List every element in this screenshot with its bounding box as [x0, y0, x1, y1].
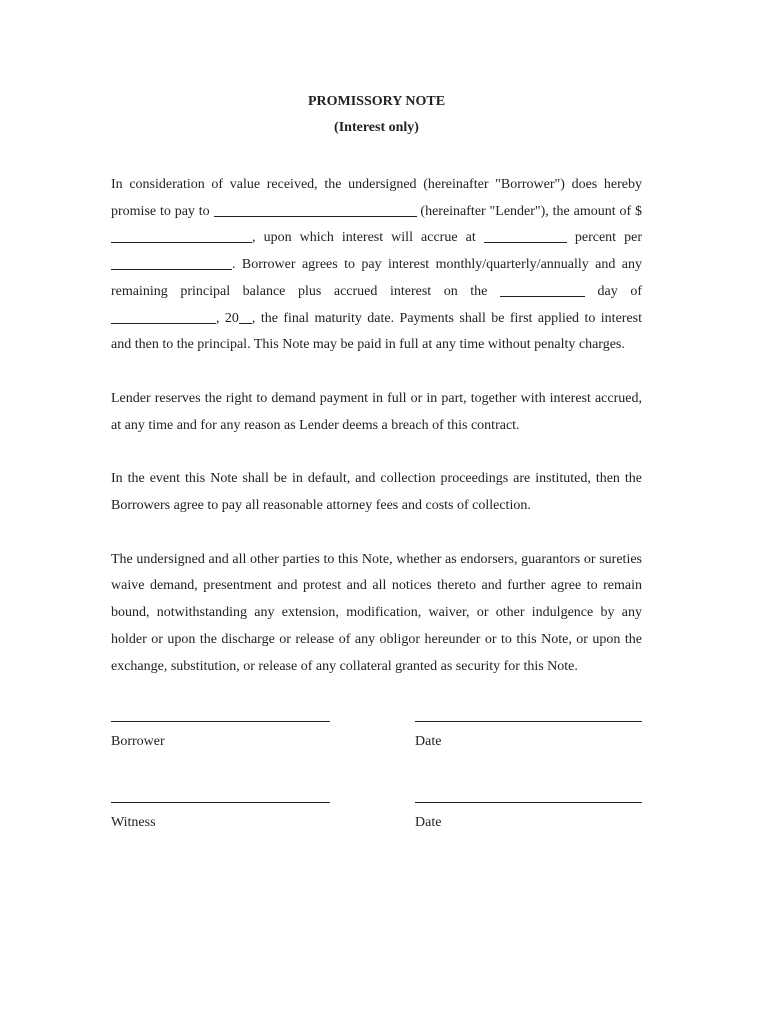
borrower-date-label: Date — [415, 734, 442, 750]
text-segment: (hereinafter "Lender"), the amount of $ — [416, 203, 642, 219]
text-segment: . Borrower agrees to pay interest monthly/quarterly/annually and any remaining principal balance plus accrued interest on the — [111, 257, 642, 299]
maturity-day-blank[interactable] — [500, 282, 585, 297]
borrower-date-line[interactable] — [415, 720, 642, 722]
signature-row-borrower — [111, 720, 642, 801]
signature-row-witness — [111, 801, 642, 882]
text-segment: percent per — [566, 230, 642, 246]
text-segment: , upon which interest will accrue at — [252, 230, 484, 246]
borrower-label: Borrower — [111, 734, 165, 750]
document-subtitle: (Interest only) — [334, 120, 419, 135]
paragraph-lender-rights: Lender reserves the right to demand payment in full or in part, together with interest accrued, at any time and for any reason as Lender deems a breach of this contract. — [111, 390, 642, 433]
witness-date-label: Date — [415, 815, 442, 831]
maturity-year-blank[interactable] — [239, 309, 252, 324]
witness-signature-line[interactable] — [111, 801, 330, 803]
interest-rate-blank[interactable] — [484, 228, 567, 243]
paragraph-consideration — [111, 172, 642, 359]
text-segment: day of — [584, 283, 642, 299]
amount-blank[interactable] — [111, 228, 252, 243]
text-segment: In consideration of value received, the undersigned (hereinafter "Borrower") does hereby promise to pay to — [111, 177, 642, 219]
text-segment: , the final maturity date. Payments shall be first applied to interest and then to the principal. This Note may be paid in full at any time without penalty charges. — [111, 310, 642, 353]
document-page — [111, 94, 642, 882]
witness-date-line[interactable] — [415, 801, 642, 803]
borrower-signature-line[interactable] — [111, 720, 330, 722]
lender-name-blank[interactable] — [214, 202, 417, 217]
paragraph-waiver: The undersigned and all other parties to this Note, whether as endorsers, guarantors or sureties waive demand, presentment and protest and all notices thereto and further agree to remain bound, notwithstanding any extension, modification, waiver, or other indulgence by any holder or upon the discharge or release of any obligor hereunder or to this Note, or upon the exchange, substitution, or release of any collateral granted as security for this Note. — [111, 551, 642, 674]
maturity-month-blank[interactable] — [111, 309, 216, 324]
document-title: PROMISSORY NOTE — [307, 94, 446, 109]
paragraph-default: In the event this Note shall be in default, and collection proceedings are instituted, then the Borrowers agree to pay all reasonable attorney fees and costs of collection. — [111, 471, 642, 514]
witness-label: Witness — [111, 815, 156, 831]
interest-period-blank[interactable] — [111, 255, 232, 270]
text-segment: , 20 — [216, 310, 239, 326]
